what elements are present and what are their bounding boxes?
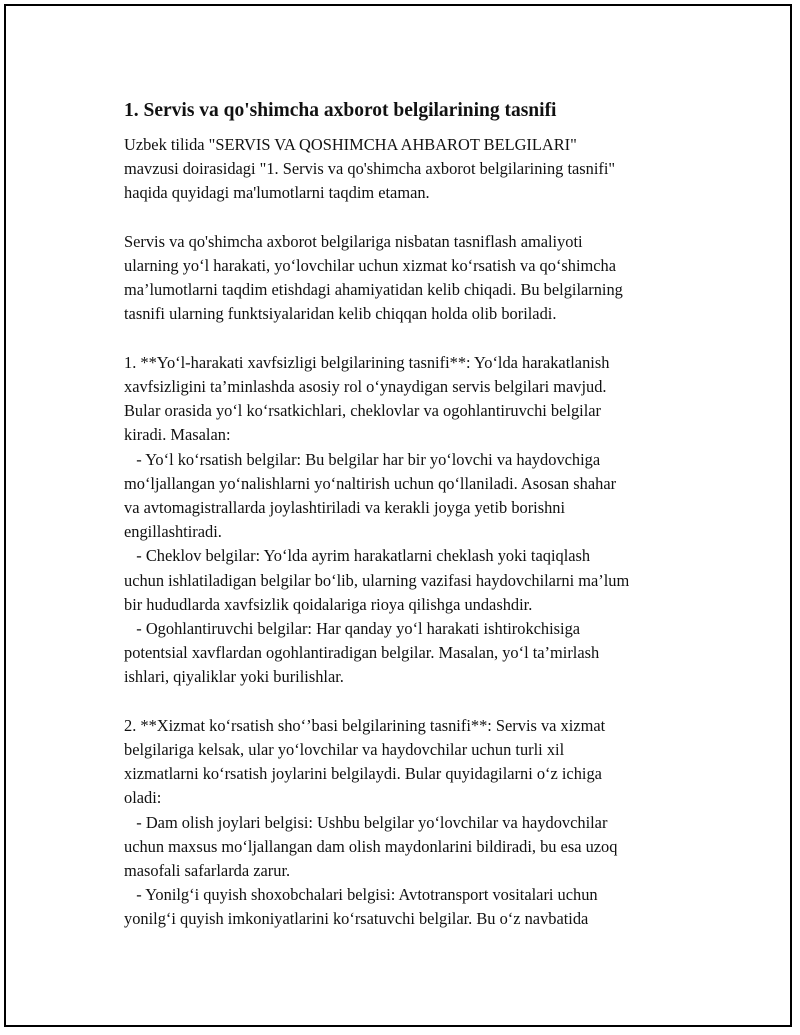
text-line: ularning yo‘l harakati, yo‘lovchilar uchun xizmat ko‘rsatish va qo‘shimcha <box>124 256 617 275</box>
text-line: Bular orasida yo‘l ko‘rsatkichlari, cheklovlar va ogohlantiruvchi belgilar <box>124 401 601 421</box>
page-frame <box>4 4 792 1027</box>
text-line: uchun ishlatiladigan belgilar bo‘lib, ularning vazifasi haydovchilarni ma’lum <box>124 570 630 590</box>
text-line: - Yo‘l ko‘rsatish belgilar: Bu belgilar har bir yo‘lovchi va haydovchiga <box>124 449 601 469</box>
text-line: 1. **Yo‘l-harakati xavfsizligi belgilarining tasnifi**: Yo‘lda harakatlanish <box>124 352 610 372</box>
text-line: - Dam olish joylari belgisi: Ushbu belgilar yo‘lovchilar va haydovchilar <box>124 812 608 832</box>
text-line: mo‘ljallangan yo‘nalishlarni yo‘naltirish uchun qo‘llaniladi. Asosan shahar <box>124 473 617 493</box>
paragraph-container <box>124 133 699 932</box>
text-line: xizmatlarni ko‘rsatish joylarini belgilaydi. Bular quyidagilarni o‘z ichiga <box>124 764 602 784</box>
text-line: Servis va qo'shimcha axborot belgilariga nisbatan tasniflash amaliyoti <box>124 231 583 251</box>
text-line: ishlari, qiyaliklar yoki burilishlar. <box>124 667 344 687</box>
paragraph <box>124 133 699 206</box>
text-line: Uzbek tilida "SERVIS VA QOSHIMCHA AHBAROT BELGILARI" <box>124 135 577 154</box>
text-line: 2. **Xizmat ko‘rsatish sho‘’basi belgilarining tasnifi**: Servis va xizmat <box>124 715 606 735</box>
text-line: xavfsizligini ta’minlashda asosiy rol o‘ynaydigan servis belgilari mavjud. <box>124 377 607 396</box>
text-line: uchun maxsus mo‘ljallangan dam olish maydonlarini bildiradi, bu esa uzoq <box>124 836 618 856</box>
paragraph <box>124 351 699 690</box>
text-line: potentsial xavflardan ogohlantiradigan belgilar. Masalan, yo‘l ta’mirlash <box>124 643 600 663</box>
paragraph <box>124 230 699 327</box>
document-title: 1. Servis va qo'shimcha axborot belgilarining tasnifi <box>124 100 557 121</box>
text-line: engillashtiradi. <box>124 522 222 542</box>
document-body <box>124 98 699 956</box>
text-line: haqida quyidagi ma'lumotlarni taqdim etaman. <box>124 183 430 203</box>
text-line: oladi: <box>124 788 162 808</box>
text-line: bir hududlarda xavfsizlik qoidalariga rioya qilishga undashdir. <box>124 594 533 614</box>
text-line: yonilg‘i quyish imkoniyatlarini ko‘rsatuvchi belgilar. Bu o‘z navbatida <box>124 909 589 929</box>
text-line: ma’lumotlarni taqdim etishdagi ahamiyatidan kelib chiqadi. Bu belgilarning <box>124 280 623 300</box>
text-line: masofali safarlarda zarur. <box>124 861 291 881</box>
text-line: kiradi. Masalan: <box>124 425 231 445</box>
paragraph <box>124 714 699 932</box>
text-line: belgilariga kelsak, ular yo‘lovchilar va haydovchilar uchun turli xil <box>124 740 565 760</box>
text-line: tasnifi ularning funktsiyalaridan kelib chiqqan holda olib boriladi. <box>124 304 557 324</box>
text-line: va avtomagistrallarda joylashtiriladi va kerakli joyga yetib borishni <box>124 498 566 518</box>
text-line: - Ogohlantiruvchi belgilar: Har qanday yo‘l harakati ishtirokchisiga <box>124 619 581 639</box>
text-line: - Yonilg‘i quyish shoxobchalari belgisi: Avtotransport vositalari uchun <box>124 885 598 905</box>
text-line: - Cheklov belgilar: Yo‘lda ayrim harakatlarni cheklash yoki taqiqlash <box>124 546 591 566</box>
text-line: mavzusi doirasidagi "1. Servis va qo'shimcha axborot belgilarining tasnifi" <box>124 159 616 179</box>
